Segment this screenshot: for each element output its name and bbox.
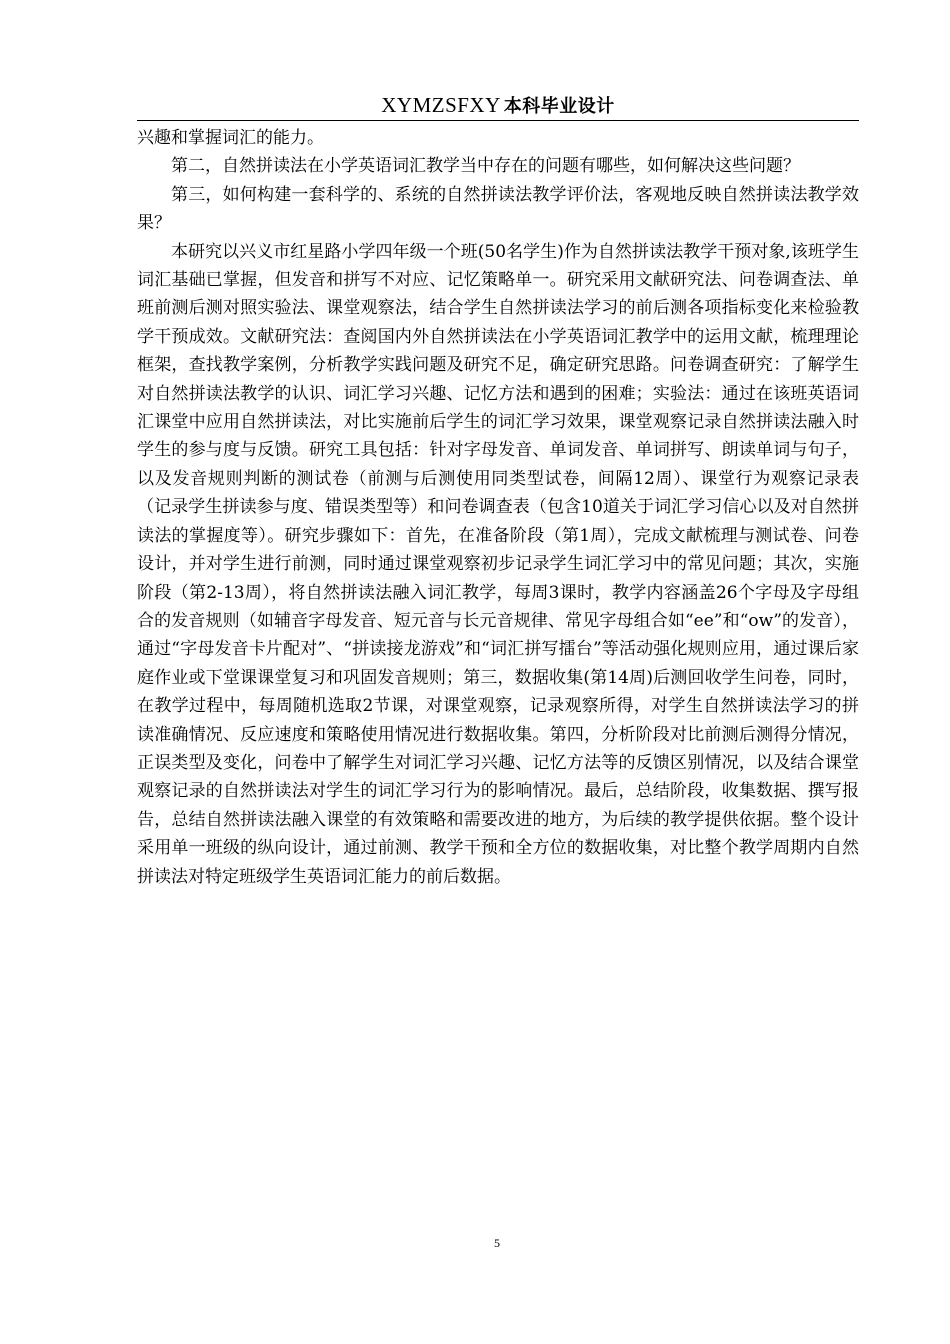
paragraph-continuation: 兴趣和掌握词汇的能力。: [137, 128, 324, 148]
page-header: [137, 90, 859, 120]
header-divider: [137, 120, 859, 121]
paragraph-question-two: 第二，自然拼读法在小学英语词汇教学当中存在的问题有哪些，如何解决这些问题？: [171, 156, 800, 177]
document-body: [137, 124, 859, 891]
page-number: 5: [494, 1236, 500, 1250]
paragraph-research-method: 本研究以兴义市红星路小学四年级一个班(50名学生)作为自然拼读法教学干预对象,该班学生词汇基础已掌握，但发音和拼写不对应、记忆策略单一。研究采用文献研究法、问卷调查法、单班前测后测对照实验法、课堂观察法，结合学生自然拼读法学习的前后测各项指标变化来检验教学干预成效。文献研究法：查阅国内外自然拼读法在小学英语词汇教学中的运用文献，梳理理论框架，查找教学案例，分析教学实践问题及研究不足，确定研究思路。问卷调查研究：了解学生对自然拼读法教学的认识、词汇学习兴趣、记忆方法和遇到的困难；实验法：通过在该班英语词汇课堂中应用自然拼读法，对比实施前后学生的词汇学习效果，课堂观察记录自然拼读法融入时学生的参与度与反馈。研究工具包括：针对字母发音、单词发音、单词拼写、朗读单词与句子，以及发音规则判断的测试卷（前测与后测使用同类型试卷，间隔12周）、课堂行为观察记录表（记录学生拼读参与度、错误类型等）和问卷调查表（包含10道关于词汇学习信心以及对自然拼读法的掌握度等）。研究步骤如下：首先，在准备阶段（第1周），完成文献梳理与测试卷、问卷设计，并对学生进行前测，同时通过课堂观察初步记录学生词汇学习中的常见问题；其次，实施阶段（第2-13周），将自然拼读法融入词汇教学，每周3课时，教学内容涵盖26个字母及字母组合的发音规则（如辅音字母发音、短元音与长元音规律、常见字母组合如“ee”和“ow”的发音），通过“字母发音卡片配对”、“拼读接龙游戏”和“词汇拼写擂台”等活动强化规则应用，通过课后家庭作业或下堂课课堂复习和巩固发音规则；第三，数据收集(第14周)后测回收学生问卷，同时，在教学过程中，每周随机选取2节课，对课堂观察，记录观察所得，对学生自然拼读法学习的拼读准确情况、反应速度和策略使用情况进行数据收集。第四，分析阶段对比前测后测得分情况，正误类型及变化，问卷中了解学生对词汇学习兴趣、记忆方法等的反馈区别情况，以及结合课堂观察记录的自然拼读法对学生的词汇学习行为的影响情况。最后，总结阶段，收集数据、撰写报告，总结自然拼读法融入课堂的有效策略和需要改进的地方，为后续的教学提供依据。整个设计采用单一班级的纵向设计，通过前测、教学干预和全方位的数据收集，对比整个教学周期内自然拼读法对特定班级学生英语词汇能力的前后数据。: [137, 241, 859, 887]
paragraph-question-three: 第三，如何构建一套科学的、系统的自然拼读法教学评价法，客观地反映自然拼读法教学效果？: [137, 184, 859, 234]
header-title: 本科毕业设计: [503, 96, 615, 117]
header-code: XYMZSFXY: [381, 93, 501, 117]
